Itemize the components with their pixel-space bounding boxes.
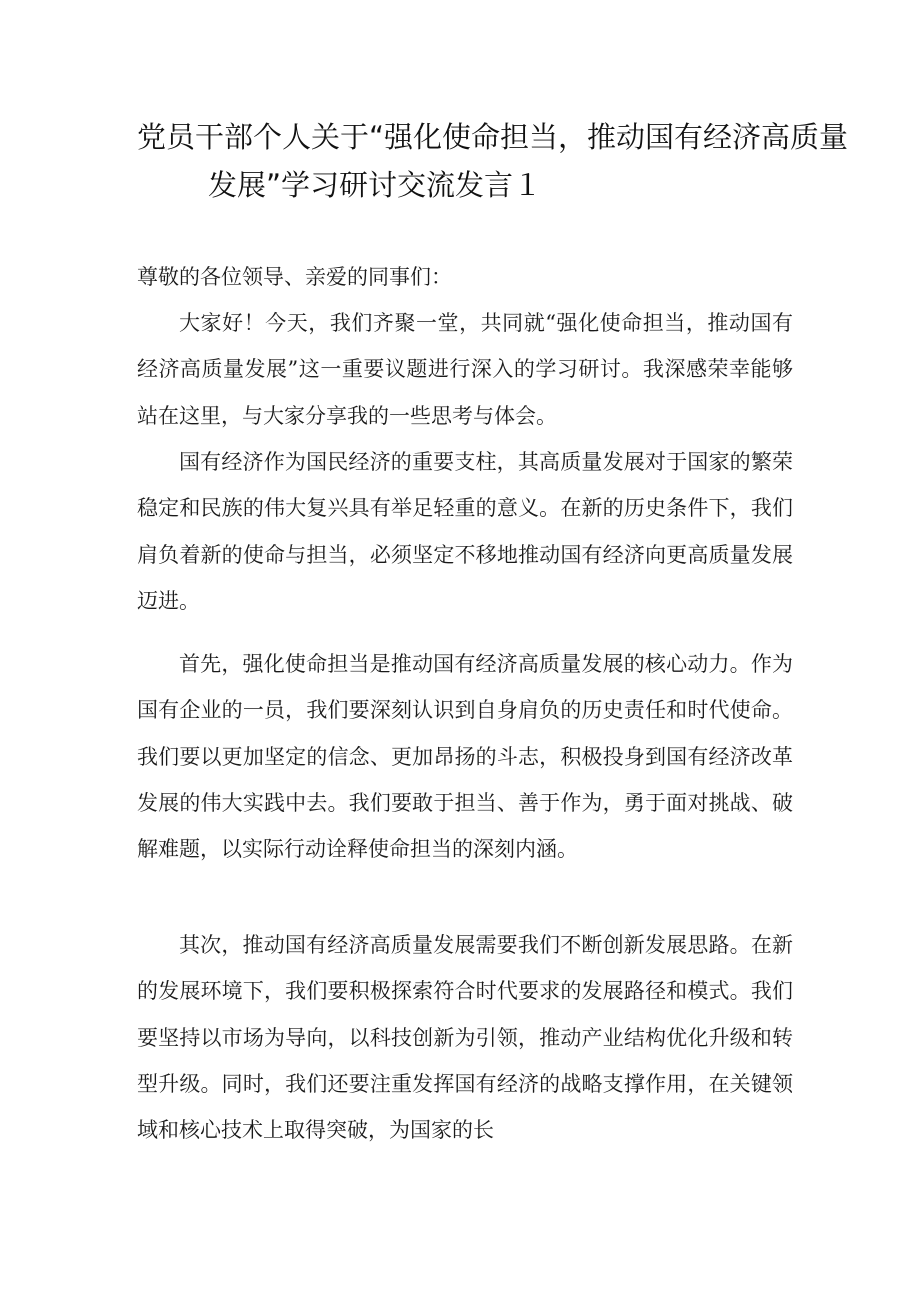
greeting: 尊敬的各位领导、亲爱的同事们： [137, 265, 452, 289]
paragraph-4: 其次，推动国有经济高质量发展需要我们不断创新发展思路。在新的发展环境下，我们要积极探索符合时代要求的发展路径和模式。我们要坚持以市场为导向，以科技创新为引领，推动产业结构优化升级和转型升级。同时，我们还要注重发挥国有经济的战略支撑作用，在关键领域和核心技术上取得突破，为国家的长 [137, 933, 793, 1143]
document-title-line-2: 发展”学习研讨交流发言１ [208, 168, 543, 202]
paragraph-2: 国有经济作为国民经济的重要支柱，其高质量发展对于国家的繁荣稳定和民族的伟大复兴具有举足轻重的意义。在新的历史条件下，我们肩负着新的使命与担当，必须坚定不移地推动国有经济向更高质量发展迈进。 [137, 450, 793, 613]
paragraph-3: 首先，强化使命担当是推动国有经济高质量发展的核心动力。作为国有企业的一员，我们要深刻认识到自身肩负的历史责任和时代使命。我们要以更加坚定的信念、更加昂扬的斗志，积极投身到国有经济改革发展的伟大实践中去。我们要敢于担当、善于作为，勇于面对挑战、破解难题，以实际行动诠释使命担当的深刻内涵。 [137, 652, 793, 862]
paragraph-1: 大家好！今天，我们齐聚一堂，共同就“强化使命担当，推动国有经济高质量发展”这一重要议题进行深入的学习研讨。我深感荣幸能够站在这里，与大家分享我的一些思考与体会。 [137, 311, 793, 428]
document-title-line-1: 党员干部个人关于“强化使命担当，推动国有经济高质量 [137, 120, 849, 154]
